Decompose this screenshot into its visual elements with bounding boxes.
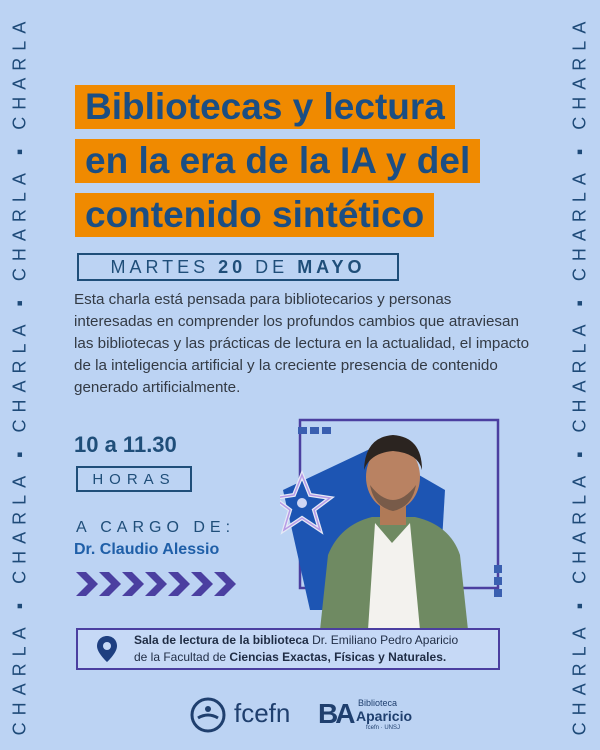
location-text-1: Dr. Emiliano Pedro Aparicio <box>308 633 459 647</box>
right-side-banner <box>560 0 600 750</box>
university-seal-icon <box>192 699 224 731</box>
biblioteca-name: Aparicio <box>356 708 413 724</box>
date-month: MAYO <box>297 256 366 277</box>
date-mid: DE <box>246 256 298 277</box>
location-bold-2: Ciencias Exactas, Físicas y Naturales. <box>229 650 447 664</box>
location-bold-1: Sala de lectura de la biblioteca <box>134 633 309 647</box>
fcefn-logo: fcefn <box>234 698 291 728</box>
side-charla-text: CHARLA ▪ CHARLA ▪ CHARLA ▪ CHARLA ▪ CHARLA <box>569 14 590 736</box>
date-day: 20 <box>218 256 247 277</box>
title-line-2: en la era de la IA y del <box>75 139 480 183</box>
location-box <box>76 628 500 670</box>
event-time: 10 a 11.30 <box>74 432 177 457</box>
biblioteca-sub: fcefn · UNSJ <box>366 725 401 731</box>
cargo-label: A CARGO DE: <box>76 519 236 536</box>
hours-label: HORAS <box>76 466 192 492</box>
location-text <box>134 632 458 666</box>
ba-logo-mark: BA <box>318 698 353 729</box>
left-side-banner <box>0 0 40 750</box>
speaker-photo <box>280 415 505 630</box>
location-text-2: de la Facultad de <box>134 650 230 664</box>
event-description: Esta charla está pensada para bibliotecarios y personas interesadas en comprender los profundos cambios que atraviesan las bibliotecas y las prácticas de lectura en la actualidad, el impacto de la inteligencia artificial y la creciente presencia de contenido generado artificialmente. <box>74 291 530 396</box>
date-prefix: MARTES <box>110 256 219 277</box>
footer-logos <box>190 694 420 736</box>
event-date <box>77 253 399 281</box>
side-charla-text: CHARLA ▪ CHARLA ▪ CHARLA ▪ CHARLA ▪ CHARLA <box>9 14 30 736</box>
map-pin-icon <box>90 632 124 666</box>
speaker-name: Dr. Claudio Alessio <box>74 541 220 558</box>
chevron-arrows-icon <box>76 569 246 599</box>
title-line-3: contenido sintético <box>75 193 434 237</box>
biblioteca-small-label: Biblioteca <box>358 698 398 708</box>
title-line-1: Bibliotecas y lectura <box>75 85 455 129</box>
